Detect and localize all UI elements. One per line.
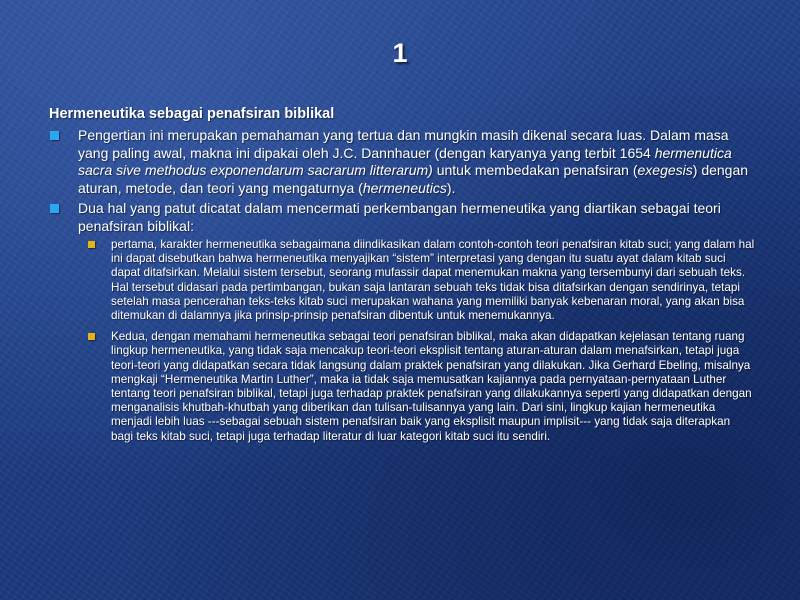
square-bullet-icon (50, 131, 59, 140)
slide-title: 1 (392, 38, 408, 68)
bullet-text-part: Pengertian ini merupakan pemahaman yang tertua dan mungkin masih dikenal secara luas. Dalam masa yang paling awal, makna ini dipakai oleh J.C. Dannhauer (dengan karyanya yang terbit 1654 (78, 127, 729, 161)
bullet-text-part: ). (446, 179, 456, 196)
bullet-text-part: ) dengan aturan, metode, dan teori yang mengaturnya ( (78, 162, 749, 196)
bullet-item-2 (49, 200, 761, 235)
bullet-text-part: untuk membedakan penafsiran ( (432, 162, 638, 178)
bullet-italic-term: exegesis (637, 162, 693, 178)
square-bullet-icon (50, 204, 59, 213)
slide-content (49, 127, 761, 451)
sub-bullet-item-1 (111, 238, 755, 323)
square-bullet-icon (88, 241, 95, 248)
square-bullet-icon (88, 333, 95, 340)
bullet-item-1 (49, 127, 761, 197)
slide-heading: Hermeneutika sebagai penafsiran biblikal (49, 106, 335, 122)
sub-bullet-text: pertama, karakter hermeneutika sebagaimana diindikasikan dalam contoh-contoh teori penafsiran kitab suci; yang dalam hal ini dapat disebutkan bahwa hermeneutika menyajikan “sistem” interpretasi yang dengan itu suatu ayat dalam kitab suci dapat ditafsirkan. Melalui sistem tersebut, seorang mufassir dapat menemukan makna yang tersembunyi dari sebuah teks. Hal tersebut didasari pada pertimbangan, bukan saja lantaran sebuah teks tidak bisa ditafsirkan dengan sendirinya, tetapi setelah masa pencerahan teks-teks kitab suci merupakan wahana yang memiliki banyak kebenaran moral, yang akan bisa ditemukan di dalamnya jika prinsip-prinsip penafsiran dibentuk untuk menemukannya. (111, 238, 755, 323)
bullet-text: Dua hal yang patut dicatat dalam mencermati perkembangan hermeneutika yang diartikan sebagai teori penafsiran biblikal: (78, 200, 721, 234)
bullet-italic-term: hermeneutics (362, 179, 447, 196)
sub-bullet-text: Kedua, dengan memahami hermeneutika sebagai teori penafsiran biblikal, maka akan didapatkan kejelasan tentang ruang lingkup hermeneutika, yang tidak saja mencakup teori-teori eksplisit tentang aturan-aturan dalam menafsirkan, tetapi juga teori-teori yang didapatkan secara tidak langsung dalam praktek penafsiran yang dilakukan. Jika Gerhard Ebeling, misalnya mengkaji “Hermeneutika Martin Luther”, maka ia tidak saja memusatkan kajiannya pada pernyataan-pernyataan Luther tentang teori penafsiran biblikal, tetapi juga terhadap praktek penafsiran yang dilakukannya seperti yang didapatkan dengan menganalisis khutbah-khutbah yang diberikan dan tulisan-tulisannya yang lain. Dari sini, lingkup kajian hermeneutika menjadi lebih luas ---sebagai sebuah sistem penafsiran baik yang eksplisit maupun implisit--- yang tidak saja diterapkan bagi teks kitab suci, tetapi juga terhadap literatur di luar kategori kitab suci itu sendiri. (111, 330, 752, 443)
bullet-italic-title: hermenutica sacra sive methodus exponendarum sacrarum litterarum) (78, 144, 732, 178)
sub-bullet-item-2 (111, 330, 755, 444)
